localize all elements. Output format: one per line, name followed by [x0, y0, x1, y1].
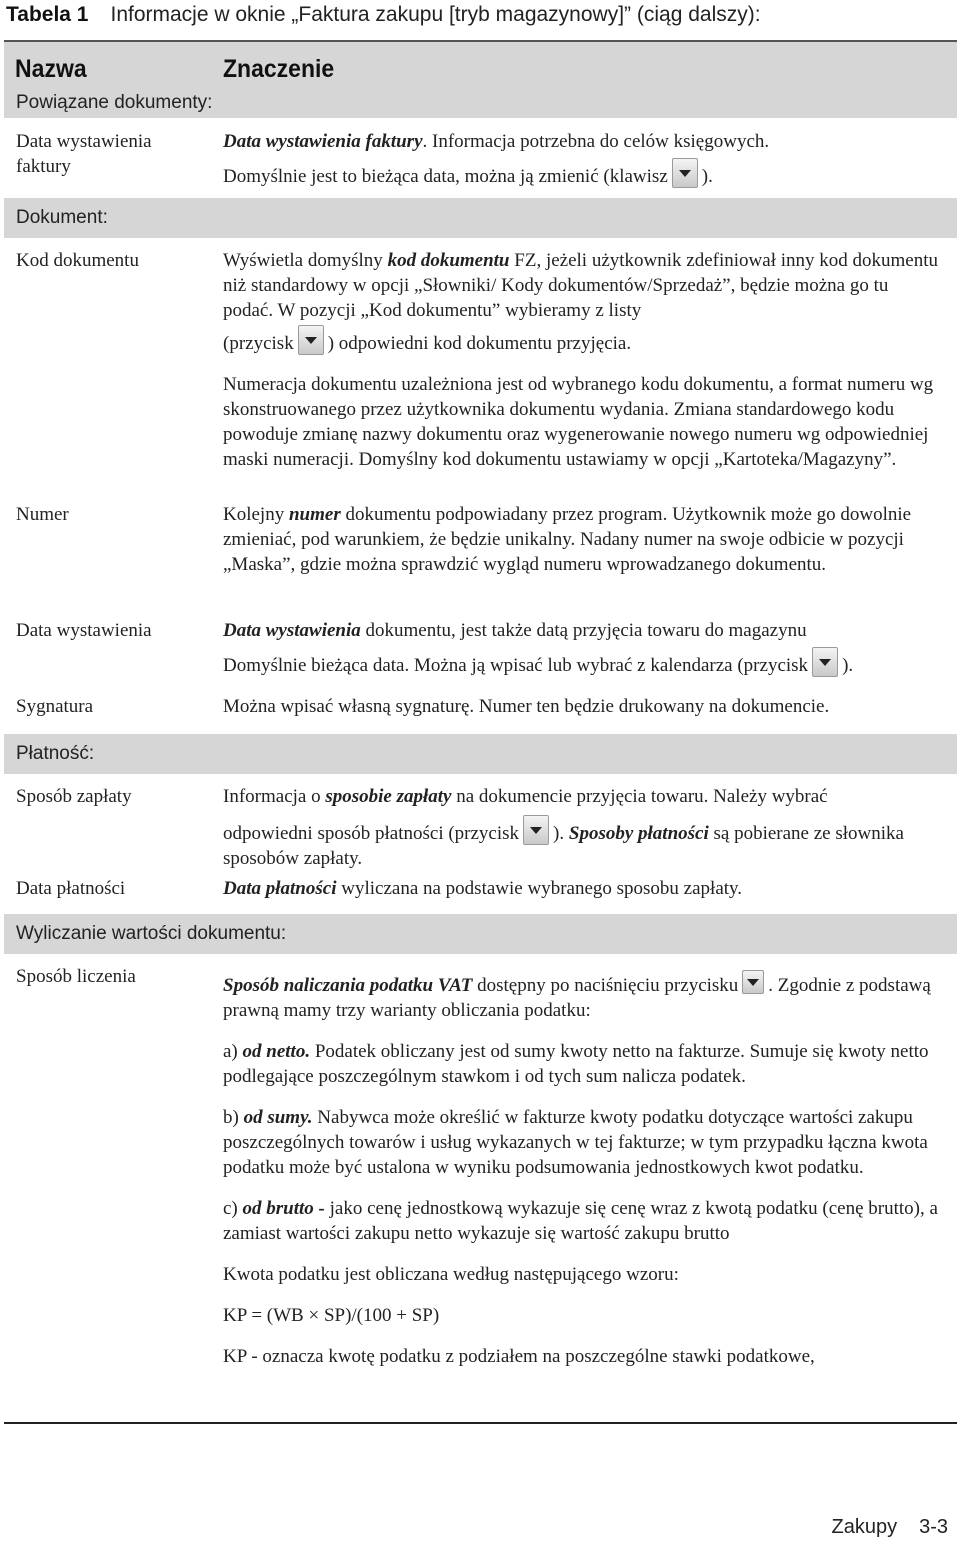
row-name: Data płatności: [16, 878, 126, 899]
table-number: Tabela 1: [6, 3, 89, 26]
dropdown-arrow-icon: [298, 325, 324, 355]
dropdown-arrow-icon: [672, 158, 698, 188]
table-row: [4, 954, 957, 1422]
section-powiazane: Powiązane dokumenty:: [16, 92, 213, 113]
table-title: Informacje w oknie „Faktura zakupu [tryb magazynowy]” (ciąg dalszy):: [110, 3, 761, 26]
row-desc: Data wystawienia dokumentu, jest także datą przyjęcia towaru do magazynu Domyślnie bieżąca data. Można ją wpisać lub wybrać z kalendarza (przycisk ).: [223, 620, 854, 676]
dropdown-arrow-icon: [742, 970, 764, 994]
row-desc: Kolejny numer dokumentu podpowiadany przez program. Użytkownik może go dowolnie zmieniać, pod warunkiem, że będzie unikalny. Nadany numer na swoje odbicie w pozycji „Maska”, gdzie można sprawdzić wygląd numeru wprowadzanego dokumentu.: [223, 504, 912, 575]
page-number: 3-3: [919, 1516, 948, 1538]
table-row: [4, 238, 957, 502]
table-row: [4, 774, 957, 876]
row-desc: Wyświetla domyślny kod dokumentu FZ, jeżeli użytkownik zdefiniował inny kod dokumentu niż standardowy w opcji „Słowniki/ Kody dokumentów/Sprzedaż”, będzie można go tu podać. W pozycji „Kod dokumentu” wybieramy z listy (przycisk ) odpowiedni kod dokumentu przyjęcia. Numeracja dokumentu uzależniona jest od wybranego kodu dokumentu, a format numeru wg skonstruowanego przez użytkownika dokumentu wydania. Zmiana standardowego kodu powoduje zmianę nazwy dokumentu oraz wygenerowanie nowego numeru wg odpowiedniej maski numeracji. Domyślny kod dokumentu ustawiamy w opcji „Kartoteka/Magazyny”.: [223, 250, 938, 470]
table-caption: [6, 0, 956, 30]
table-row: [4, 694, 957, 734]
table-row: [4, 876, 957, 914]
dropdown-arrow-icon: [812, 647, 838, 677]
row-desc: Informacja o sposobie zapłaty na dokumencie przyjęcia towaru. Należy wybrać odpowiedni sposób płatności (przycisk ). Sposoby płatności są pobierane ze słownika sposobów zapłaty.: [223, 786, 904, 869]
table-row: [4, 618, 957, 694]
row-desc: Można wpisać własną sygnaturę. Numer ten będzie drukowany na dokumencie.: [223, 696, 830, 717]
page-footer: [832, 1516, 949, 1539]
row-name: Data wystawienia: [16, 620, 152, 641]
row-name: Sposób liczenia: [16, 966, 136, 987]
table-row: [4, 118, 957, 198]
header-name: Nazwa: [15, 55, 87, 83]
chapter-name: Zakupy: [831, 1516, 898, 1538]
row-name: Sposób zapłaty: [16, 786, 132, 807]
table-row: [4, 502, 957, 618]
row-desc: Data płatności wyliczana na podstawie wybranego sposobu zapłaty.: [223, 878, 743, 899]
section-platnosc: Płatność:: [4, 734, 957, 774]
dropdown-arrow-icon: [523, 815, 549, 845]
table-header: [4, 40, 957, 118]
row-desc: Data wystawienia faktury. Informacja potrzebna do celów księgowych. Domyślnie jest to bieżąca data, można ją zmienić (klawisz ).: [223, 131, 770, 187]
vat-formula: KP = (WB × SP)/(100 + SP): [223, 1305, 440, 1326]
row-name: Sygnatura: [16, 696, 94, 717]
row-name: Data wystawienia faktury: [16, 131, 152, 177]
section-wyliczanie: Wyliczanie wartości dokumentu:: [4, 914, 957, 954]
section-dokument: Dokument:: [4, 198, 957, 238]
row-name: Kod dokumentu: [16, 250, 139, 271]
row-name: Numer: [16, 504, 69, 525]
header-meaning: Znaczenie: [223, 55, 335, 83]
info-table: [4, 40, 957, 1424]
row-desc: Sposób naliczania podatku VAT dostępny po naciśnięciu przycisku . Zgodnie z podstawą prawną mamy trzy warianty obliczania podatku: a) od netto. Podatek obliczany jest od sumy kwoty netto na fakturze. Sumuje się kwoty netto podlegające poszczególnym stawkom i od tych sum nalicza podatek. b) od sumy. Nabywca może określić w fakturze kwoty podatku dotyczące wartości zakupu poszczególnych towarów i usług wykazanych w tej fakturze; w tym przypadku łączna kwota podatku może być ustalona w wyniku podsumowania jednostkowych kwot podatku. c) od brutto - jako cenę jednostkową wykazuje się cenę wraz z kwotą podatku (cenę brutto), a zamiast wartości zakupu netto wykazuje się wartość zakupu brutto Kwota podatku jest obliczana według następującego wzoru: KP = (WB × SP)/(100 + SP) KP - oznacza kwotę podatku z podziałem na poszczególne stawki podatkowe,: [223, 964, 943, 1422]
